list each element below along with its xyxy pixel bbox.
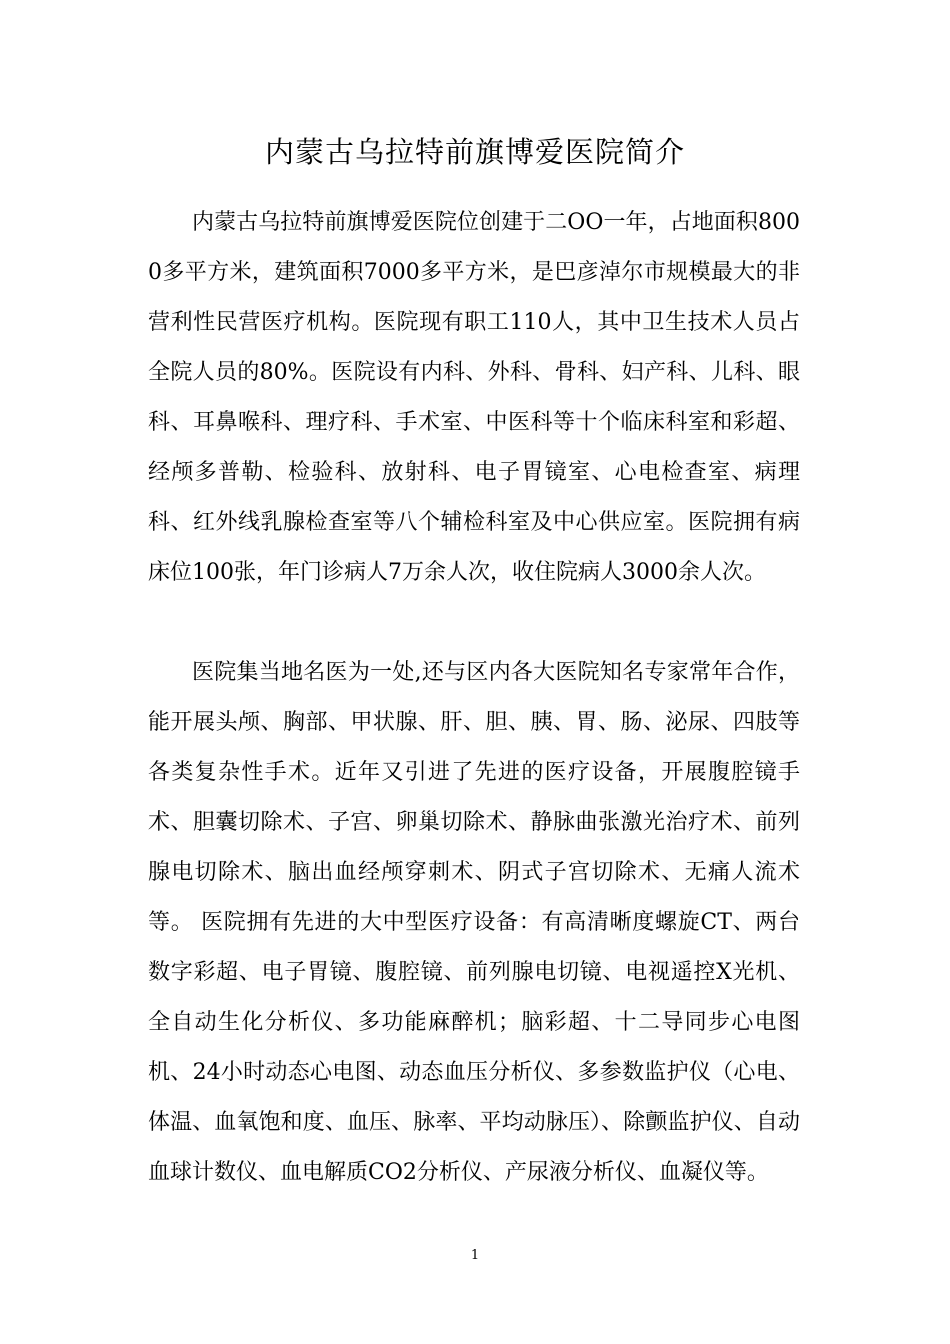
paragraph-services-equipment: 医院集当地名医为一处,还与区内各大医院知名专家常年合作，能开展头颅、胸部、甲状腺、肝、胆、胰、胃、肠、泌尿、四肢等各类复杂性手术。近年又引进了先进的医疗设备，开展腹腔镜手术、胆囊切除术、子宫、卵巢切除术、静脉曲张激光治疗术、前列腺电切除术、脑出血经颅穿刺术、阴式子宫切除术、无痛人流术等。 医院拥有先进的大中型医疗设备：有高清晰度螺旋CT、两台数字彩超、电子胃镜、腹腔镜、前列腺电切镜、电视遥控X光机、全自动生化分析仪、多功能麻醉机；脑彩超、十二导同步心电图机、24小时动态心电图、动态血压分析仪、多参数监护仪（心电、体温、血氧饱和度、血压、脉率、平均动脉压）、除颤监护仪、自动血球计数仪、血电解质CO2分析仪、产尿液分析仪、血凝仪等。	[148, 660, 800, 1185]
paragraph-overview: 内蒙古乌拉特前旗博爱医院位创建于二OO一年，占地面积8000多平方米，建筑面积7000多平方米，是巴彦淖尔市规模最大的非营利性民营医疗机构。医院现有职工110人，其中卫生技术人员占全院人员的80%。医院设有内科、外科、骨科、妇产科、儿科、眼科、耳鼻喉科、理疗科、手术室、中医科等十个临床科室和彩超、经颅多普勒、检验科、放射科、电子胃镜室、心电检查室、病理科、红外线乳腺检查室等八个辅检科室及中心供应室。医院拥有病床位100张，年门诊病人7万余人次，收住院病人3000余人次。	[148, 210, 800, 585]
page-title: 内蒙古乌拉特前旗博爱医院简介	[264, 135, 685, 169]
page-number: 1	[470, 1248, 480, 1263]
